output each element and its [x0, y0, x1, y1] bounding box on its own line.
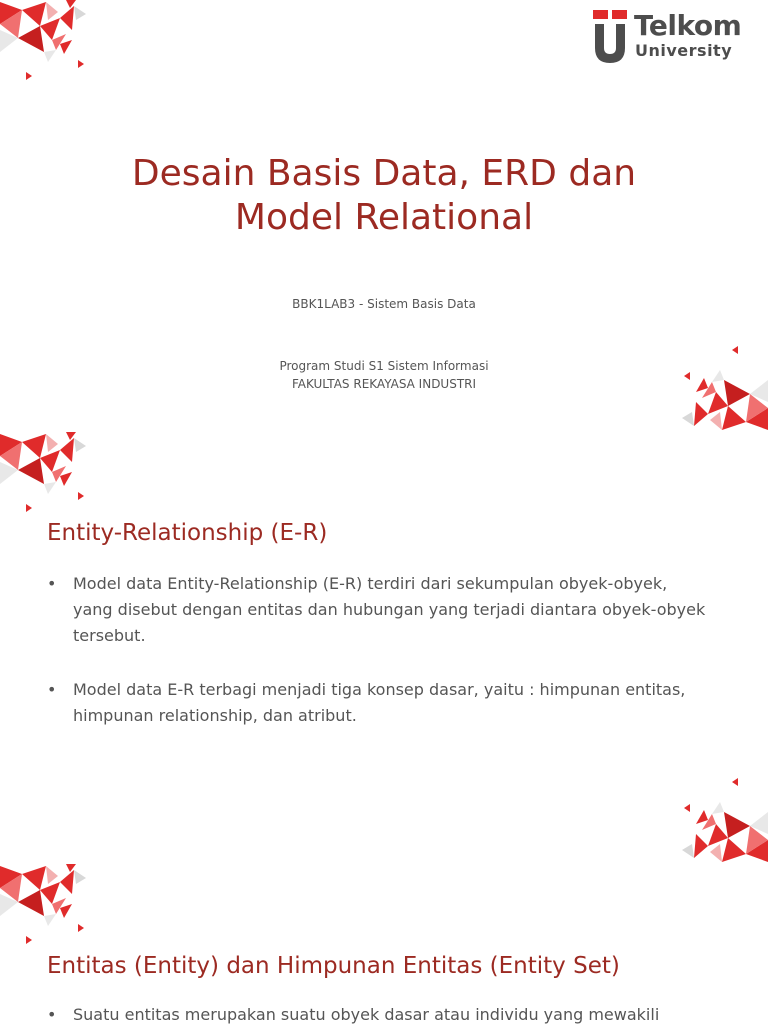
program-info	[0, 357, 768, 393]
program-line: Program Studi S1 Sistem Informasi	[279, 359, 489, 373]
logo-subtitle: University	[635, 41, 733, 60]
bullet-list	[47, 571, 707, 757]
triangle-pattern-icon	[0, 432, 90, 522]
list-item	[47, 677, 707, 729]
list-item	[47, 1002, 707, 1024]
bullet-text: Model data Entity-Relationship (E-R) terdiri dari sekumpulan obyek-obyek, yang disebut dengan entitas dan hubungan yang terjadi diantara obyek-obyek tersebut.	[73, 574, 706, 645]
list-item	[47, 571, 707, 649]
presentation-title	[0, 152, 768, 240]
bullet-text: Suatu entitas merupakan suatu obyek dasar atau individu yang mewakili	[73, 1005, 660, 1024]
course-subtitle: BBK1LAB3 - Sistem Basis Data	[292, 297, 476, 311]
content-slide-entity	[0, 864, 768, 1024]
bullet-icon: •	[47, 574, 57, 593]
faculty-line: FAKULTAS REKAYASA INDUSTRI	[291, 377, 477, 391]
triangle-pattern-icon	[0, 864, 90, 954]
telkom-logo-icon	[590, 8, 630, 66]
bullet-list	[47, 1002, 707, 1024]
bullet-icon: •	[47, 680, 57, 699]
triangle-pattern-icon	[0, 0, 90, 90]
title-slide	[0, 0, 768, 432]
content-slide-er	[0, 432, 768, 864]
bullet-text: Model data E-R terbagi menjadi tiga konsep dasar, yaitu : himpunan entitas, himpunan relationship, dan atribut.	[73, 680, 686, 725]
slide-heading: Entitas (Entity) dan Himpunan Entitas (Entity Set)	[47, 953, 620, 979]
logo-name: Telkom	[634, 9, 742, 42]
triangle-pattern-icon	[678, 774, 768, 864]
title-line: Desain Basis Data, ERD dan	[131, 153, 637, 194]
slide-heading: Entity-Relationship (E-R)	[47, 520, 328, 546]
telkom-university-logo	[590, 8, 760, 66]
title-line: Model Relational	[234, 197, 534, 238]
bullet-icon: •	[47, 1005, 57, 1024]
